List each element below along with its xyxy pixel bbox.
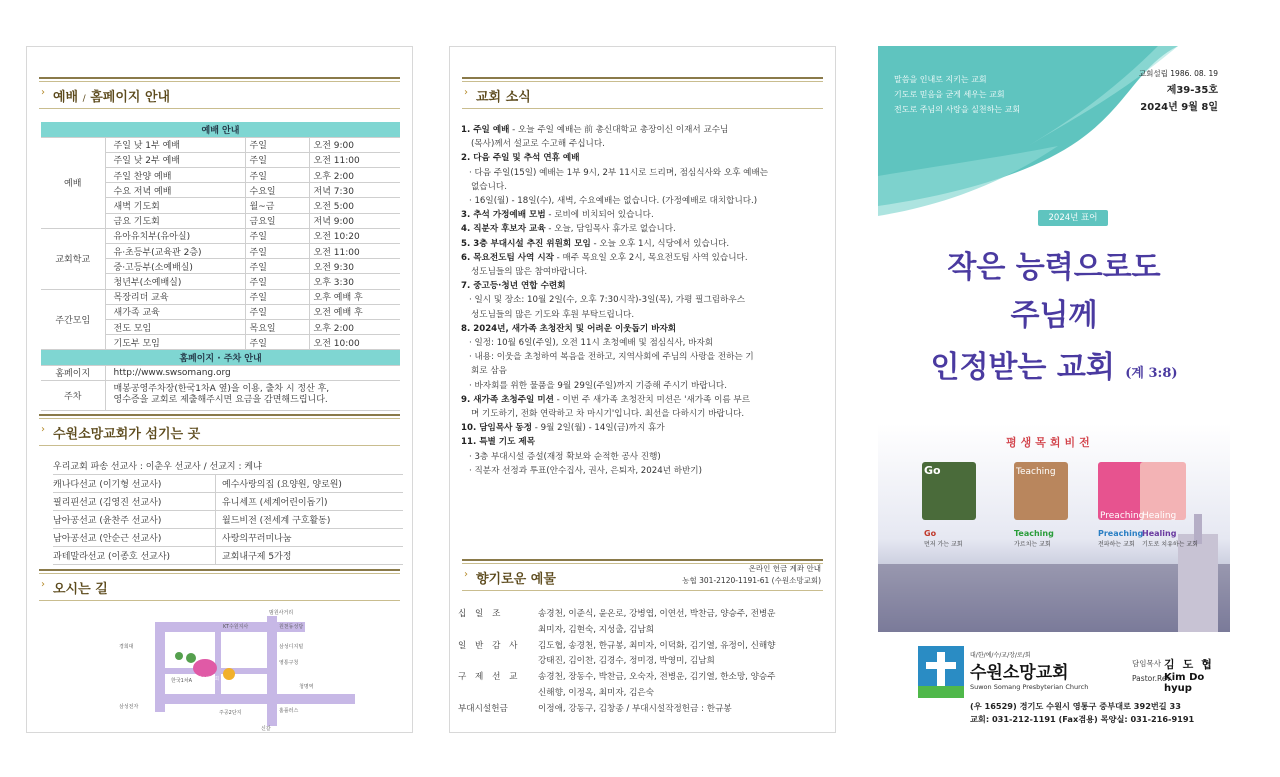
mission-first: 우리교회 파송 선교사 : 이춘우 선교사 / 선교지 : 케냐 bbox=[53, 457, 403, 475]
map-label: 영통구청 bbox=[279, 660, 299, 666]
mission-row bbox=[53, 529, 403, 547]
news-text: - 오늘 주일 예배는 前 총신대학교 총장이신 이재서 교수님 bbox=[509, 125, 729, 135]
church-phone: 교회: 031-212-1191 (Fax겸용) 목양실: 031-216-9191 bbox=[970, 714, 1195, 724]
service-day: 월~금 bbox=[245, 198, 309, 213]
mission-section-header bbox=[39, 414, 400, 446]
church-logo bbox=[918, 646, 964, 698]
news-item: 며 기도하기, 전화 연락하고 차 마시기'입니다. 최선을 다하시기 바랍니다. bbox=[471, 409, 745, 420]
news-item: · 다음 주일(15일) 예배는 1부 9시, 2부 11시로 드리며, 점심식사와 오후 예배는 bbox=[469, 167, 769, 178]
teaching-sub: 가르치는 교회 bbox=[1014, 541, 1051, 548]
section-title-2: 홈페이지 안내 bbox=[90, 90, 171, 105]
motto-badge: 2024년 표어 bbox=[1038, 210, 1108, 226]
mission-item: 캐나다선교 (이기형 선교사) bbox=[53, 480, 162, 490]
news-item bbox=[461, 393, 827, 407]
mission-row bbox=[53, 475, 403, 493]
pastor-label: 담임목사 bbox=[1132, 659, 1161, 668]
healing-label: Healing bbox=[1142, 529, 1177, 538]
service-day: 주일 bbox=[245, 274, 309, 289]
motto-line-3: 인정받는 교회 bbox=[930, 350, 1115, 385]
service-time: 오전 5:00 bbox=[309, 198, 400, 213]
teaching-label: Teaching bbox=[1014, 529, 1054, 538]
news-item: (목사)께서 설교로 수고해 주십니다. bbox=[471, 139, 605, 150]
service-name: 금요 기도회 bbox=[105, 213, 245, 228]
news-item bbox=[461, 251, 827, 265]
parking-label: 주차 bbox=[41, 380, 105, 410]
church-marker bbox=[193, 659, 217, 677]
issue-number: 제39-35호 bbox=[1166, 85, 1218, 96]
worship-section-header bbox=[39, 77, 400, 109]
news-item: · 내용: 이웃을 초청하여 복음을 전하고, 지역사회에 주님의 사랑을 전하는 기 bbox=[469, 352, 754, 363]
section-title: 오시는 길 bbox=[53, 582, 108, 597]
service-day: 주일 bbox=[245, 152, 309, 167]
offering-names: 최미자, 김현숙, 지성출, 김남희 bbox=[538, 624, 655, 635]
service-name: 수요 저녁 예배 bbox=[105, 183, 245, 198]
service-time: 저녁 9:00 bbox=[309, 213, 400, 228]
preaching-card-title: Preaching bbox=[1100, 511, 1145, 521]
go-sub: 먼저 가는 교회 bbox=[924, 541, 963, 548]
service-time: 오전 9:30 bbox=[309, 259, 400, 274]
chevron-right-icon: › bbox=[41, 87, 45, 98]
section-title: 수원소망교회가 섬기는 곳 bbox=[53, 427, 201, 442]
parking-text-1: 매봉공영주차장(한국1차A 옆)을 이용, 출차 시 정산 후, bbox=[113, 384, 330, 395]
healing-sub: 기도로 치유하는 교회 bbox=[1142, 541, 1198, 548]
middle-panel bbox=[449, 46, 836, 733]
offering-row bbox=[458, 686, 830, 702]
offering-list bbox=[458, 607, 830, 718]
group-label: 예배 bbox=[41, 137, 105, 228]
mission-item: 예수사랑의집 (요양원, 양로원) bbox=[215, 475, 342, 492]
church-address: (우 16529) 경기도 수원시 영통구 중부대로 392번길 33 bbox=[970, 701, 1181, 711]
service-time: 오전 11:00 bbox=[309, 244, 400, 259]
pastor-name: 김도협 bbox=[1164, 658, 1220, 671]
mission-item: 필리핀선교 (김영진 선교사) bbox=[53, 498, 162, 508]
map-label: 경희대 bbox=[119, 644, 134, 650]
service-day: 주일 bbox=[245, 289, 309, 304]
map-label: KT수원지사 bbox=[223, 624, 249, 630]
homepage-label: 홈페이지 bbox=[41, 365, 105, 380]
news-item: · 3층 부대시설 증설(재정 확보와 순적한 공사 진행) bbox=[469, 451, 661, 462]
slogan-3: 전도로 주님의 사랑을 실천하는 교회 bbox=[894, 105, 1021, 114]
map-label: 한국1차A bbox=[171, 678, 193, 684]
chevron-right-icon: › bbox=[41, 579, 45, 590]
service-time: 오전 9:00 bbox=[309, 137, 400, 152]
chevron-right-icon: › bbox=[41, 424, 45, 435]
news-text: - 오늘 오후 1시, 식당에서 있습니다. bbox=[590, 238, 730, 249]
group-label: 교회학교 bbox=[41, 228, 105, 289]
map-label: 청명역 bbox=[299, 684, 314, 690]
homepage-header: 홈페이지 · 주차 안내 bbox=[41, 350, 400, 365]
offering-category bbox=[458, 686, 538, 702]
map-label: 홈플러스 bbox=[279, 708, 299, 714]
cross-icon bbox=[918, 646, 964, 698]
founded-date: 교회설립 1986. 08. 19 bbox=[1138, 69, 1218, 78]
church-name: 수원소망교회 bbox=[970, 663, 1069, 683]
mission-row bbox=[53, 511, 403, 529]
offering-names: 신해향, 이정옥, 최미자, 김은숙 bbox=[538, 687, 655, 698]
pastor-en-label: Pastor.Rev. bbox=[1132, 674, 1173, 683]
service-day: 주일 bbox=[245, 228, 309, 243]
service-name: 주일 낮 2부 예배 bbox=[105, 152, 245, 167]
news-item bbox=[461, 421, 827, 435]
offering-row bbox=[458, 670, 830, 686]
offering-row bbox=[458, 654, 830, 670]
news-text: - 매주 목요일 오후 2시, 목요전도팀 사역 있습니다. bbox=[553, 252, 748, 263]
directions-map bbox=[119, 608, 359, 732]
news-list bbox=[461, 123, 827, 478]
directions-section-header bbox=[39, 569, 400, 601]
news-item: · 직분자 선정과 투표(안수집사, 권사, 은퇴자, 2024년 하반기) bbox=[469, 465, 702, 476]
parking-text-2: 영수증을 교회로 제출해주시면 요금을 감면해드립니다. bbox=[113, 395, 328, 406]
title-separator: / bbox=[82, 94, 86, 104]
mission-list bbox=[53, 457, 403, 565]
service-time: 오전 10:20 bbox=[309, 228, 400, 243]
service-day: 수요일 bbox=[245, 183, 309, 198]
offering-category: 구 제 선 교 bbox=[458, 672, 521, 683]
service-name: 새가족 교육 bbox=[105, 304, 245, 319]
chevron-right-icon: › bbox=[464, 87, 468, 98]
service-day: 주일 bbox=[245, 335, 309, 350]
service-time: 오후 2:00 bbox=[309, 168, 400, 183]
service-time: 오후 3:30 bbox=[309, 274, 400, 289]
section-title: 예배 bbox=[53, 90, 79, 105]
mission-row bbox=[53, 547, 403, 565]
news-item bbox=[461, 322, 827, 336]
service-name: 목장리더 교육 bbox=[105, 289, 245, 304]
news-item: 성도님들의 많은 참여바랍니다. bbox=[471, 267, 588, 278]
service-name: 주일 찬양 예배 bbox=[105, 168, 245, 183]
news-heading: 6. 목요전도팀 사역 시작 bbox=[461, 252, 554, 263]
service-day: 주일 bbox=[245, 259, 309, 274]
news-heading: 8. 2024년, 새가족 초청잔치 및 어려운 이웃돕기 바자회 bbox=[461, 323, 677, 334]
news-item bbox=[461, 279, 827, 293]
news-item bbox=[461, 237, 827, 251]
offering-row bbox=[458, 702, 830, 718]
news-item bbox=[461, 208, 827, 222]
service-day: 주일 bbox=[245, 168, 309, 183]
group-label: 주간모임 bbox=[41, 289, 105, 350]
service-time: 오후 예배 후 bbox=[309, 289, 400, 304]
offering-category: 부대시설헌금 bbox=[458, 703, 508, 714]
news-item bbox=[461, 435, 827, 449]
offering-row bbox=[458, 623, 830, 639]
service-name: 기도부 모임 bbox=[105, 335, 245, 350]
service-time: 오후 2:00 bbox=[309, 319, 400, 334]
service-name: 청년부(소예배실) bbox=[105, 274, 245, 289]
news-text: - 오늘, 담임목사 휴가로 없습니다. bbox=[545, 224, 676, 235]
offering-account: 농협 301-2120-1191-61 (수원소망교회) bbox=[682, 576, 821, 585]
service-name: 중·고등부(소예배실) bbox=[105, 259, 245, 274]
offering-names: 이정애, 강동구, 김창종 / 부대시설작정헌금 : 한규봉 bbox=[538, 703, 732, 714]
offering-names: 송경천, 장동수, 박찬금, 오숙자, 전병운, 김기열, 한소망, 양승주 bbox=[538, 672, 776, 683]
news-heading: 2. 다음 주일 및 추석 연휴 예배 bbox=[461, 153, 580, 164]
left-panel bbox=[26, 46, 413, 733]
news-section-header bbox=[462, 77, 823, 109]
chevron-right-icon: › bbox=[464, 569, 468, 580]
mission-item: 교회내구제 5가정 bbox=[215, 547, 291, 564]
online-offering-info bbox=[682, 563, 821, 587]
news-heading: 9. 새가족 초청주일 미션 bbox=[461, 394, 554, 405]
bulletin-meta bbox=[1139, 68, 1218, 113]
offering-category bbox=[458, 654, 538, 670]
teaching-card-title: Teaching bbox=[1016, 467, 1056, 477]
vision-title: 평생목회비전 bbox=[1006, 436, 1094, 449]
map-label: 범원사거리 bbox=[269, 610, 294, 616]
map-label: 원천동성당 bbox=[279, 624, 304, 630]
table-row bbox=[41, 228, 400, 243]
news-item bbox=[461, 222, 827, 236]
offering-row bbox=[458, 639, 830, 655]
offering-category: 일 반 감 사 bbox=[458, 640, 521, 651]
offering-info-title: 온라인 헌금 계좌 안내 bbox=[748, 564, 821, 573]
news-item bbox=[461, 151, 827, 165]
service-day: 금요일 bbox=[245, 213, 309, 228]
news-heading: 7. 중고등·청년 연합 수련회 bbox=[461, 281, 566, 292]
healing-card-title: Healing bbox=[1142, 511, 1177, 521]
news-item bbox=[461, 123, 827, 137]
news-item: 성도님들의 많은 기도와 후원 부탁드립니다. bbox=[471, 309, 635, 320]
news-heading: 11. 특별 기도 제목 bbox=[461, 437, 536, 448]
service-time: 오전 예배 후 bbox=[309, 304, 400, 319]
vision-photo bbox=[878, 424, 1230, 632]
mission-item: 사랑의꾸러미나눔 bbox=[215, 529, 292, 546]
service-day: 주일 bbox=[245, 244, 309, 259]
go-label: Go bbox=[924, 529, 937, 538]
news-heading: 1. 주일 예배 bbox=[461, 125, 510, 135]
service-day: 주일 bbox=[245, 304, 309, 319]
bulletin-date: 2024년 9월 8일 bbox=[1140, 102, 1218, 113]
service-day: 목요일 bbox=[245, 319, 309, 334]
news-item: 없습니다. bbox=[471, 181, 507, 192]
news-item: · 일정: 10월 6일(주일), 오전 11시 초청예배 및 점심식사, 바자회 bbox=[469, 338, 714, 349]
offering-category: 십 일 조 bbox=[458, 609, 504, 619]
mission-item: 과테말라선교 (이종호 선교사) bbox=[53, 552, 171, 562]
worship-table bbox=[41, 122, 400, 411]
news-item: 회로 삼음 bbox=[471, 366, 507, 377]
news-item: · 바자회를 위한 물품을 9월 29일(주일)까지 기증해 주시기 바랍니다. bbox=[469, 380, 727, 391]
mission-item: 월드비전 (전세계 구호활동) bbox=[215, 511, 330, 528]
preaching-label: Preaching bbox=[1098, 529, 1144, 538]
slogan-2: 기도로 믿음을 굳게 세우는 교회 bbox=[894, 90, 1005, 99]
news-heading: 4. 직분자 후보자 교육 bbox=[461, 224, 546, 235]
news-text: - 이번 주 새가족 초청잔치 미션은 '새가족 이름 부르 bbox=[553, 394, 751, 405]
church-name-en: Suwon Somang Presbyterian Church bbox=[970, 683, 1089, 691]
denomination: 대/한/예/수/교/장/로/회 bbox=[970, 652, 1031, 659]
preaching-sub: 전파하는 교회 bbox=[1098, 541, 1135, 548]
homepage-link[interactable]: http://www.swsomang.org bbox=[105, 365, 400, 380]
news-heading: 10. 담임목사 동정 bbox=[461, 423, 533, 434]
news-item: · 일시 및 장소: 10월 2일(수, 오후 7:30시작)-3일(목), 가평 필그림하우스 bbox=[469, 295, 745, 306]
news-text: - 9월 2일(월) - 14일(금)까지 휴가 bbox=[532, 423, 665, 434]
table-row bbox=[41, 137, 400, 152]
service-name: 주일 낮 1부 예배 bbox=[105, 137, 245, 152]
cover-panel bbox=[878, 46, 1230, 733]
service-time: 저녁 7:30 bbox=[309, 183, 400, 198]
news-item: · 16일(월) - 18일(수), 새벽, 수요예배는 없습니다. (가정예배로 대치합니다.) bbox=[469, 196, 758, 207]
news-text: - 로비에 비치되어 있습니다. bbox=[545, 210, 654, 221]
map-label: 신갈 bbox=[261, 726, 271, 732]
section-title: 향기로운 예물 bbox=[476, 572, 556, 587]
motto-line-2: 주님께 bbox=[1010, 298, 1098, 333]
mission-item: 남아공선교 (윤찬주 선교사) bbox=[53, 516, 162, 526]
service-name: 유·초등부(교육관 2층) bbox=[105, 244, 245, 259]
mission-item: 남아공선교 (안순근 선교사) bbox=[53, 534, 162, 544]
motto-reference: (계 3:8) bbox=[1125, 366, 1178, 381]
offering-row bbox=[458, 607, 830, 623]
section-title: 교회 소식 bbox=[476, 90, 531, 105]
offering-names: 강태진, 김이찬, 김경수, 정미경, 박영미, 김남희 bbox=[538, 656, 715, 667]
mission-row bbox=[53, 493, 403, 511]
table-header: 예배 안내 bbox=[41, 122, 400, 137]
slogan-1: 말씀을 인내로 지키는 교회 bbox=[894, 75, 987, 84]
service-name: 전도 모임 bbox=[105, 319, 245, 334]
pastor-name-en: Kim Do hyup bbox=[1164, 672, 1205, 694]
offering-category bbox=[458, 623, 538, 639]
map-label: 삼성전자 bbox=[119, 704, 139, 710]
map-label: 수원소망교회 bbox=[193, 677, 220, 682]
service-time: 오전 11:00 bbox=[309, 152, 400, 167]
service-time: 오전 10:00 bbox=[309, 335, 400, 350]
mission-item: 유니세프 (세계어린이돕기) bbox=[215, 493, 328, 510]
news-heading: 3. 추석 가정예배 모범 bbox=[461, 210, 546, 221]
service-name: 유아유치부(유아실) bbox=[105, 228, 245, 243]
offering-names: 송경천, 이준식, 윤온로, 강병엽, 이연선, 박찬금, 양승주, 전병운 bbox=[538, 609, 776, 619]
news-heading: 5. 3층 부대시설 추진 위원회 모임 bbox=[461, 238, 591, 249]
service-name: 새벽 기도회 bbox=[105, 198, 245, 213]
map-label: 주공2단지 bbox=[219, 710, 242, 716]
go-card-title: Go bbox=[924, 464, 941, 477]
offering-names: 김도협, 송경천, 한규봉, 최미자, 이덕화, 김기열, 유정이, 신해향 bbox=[538, 640, 776, 651]
map-label: 삼성디지털 bbox=[279, 644, 304, 650]
motto-line-1: 작은 능력으로도 bbox=[947, 250, 1161, 285]
service-day: 주일 bbox=[245, 137, 309, 152]
table-row bbox=[41, 289, 400, 304]
